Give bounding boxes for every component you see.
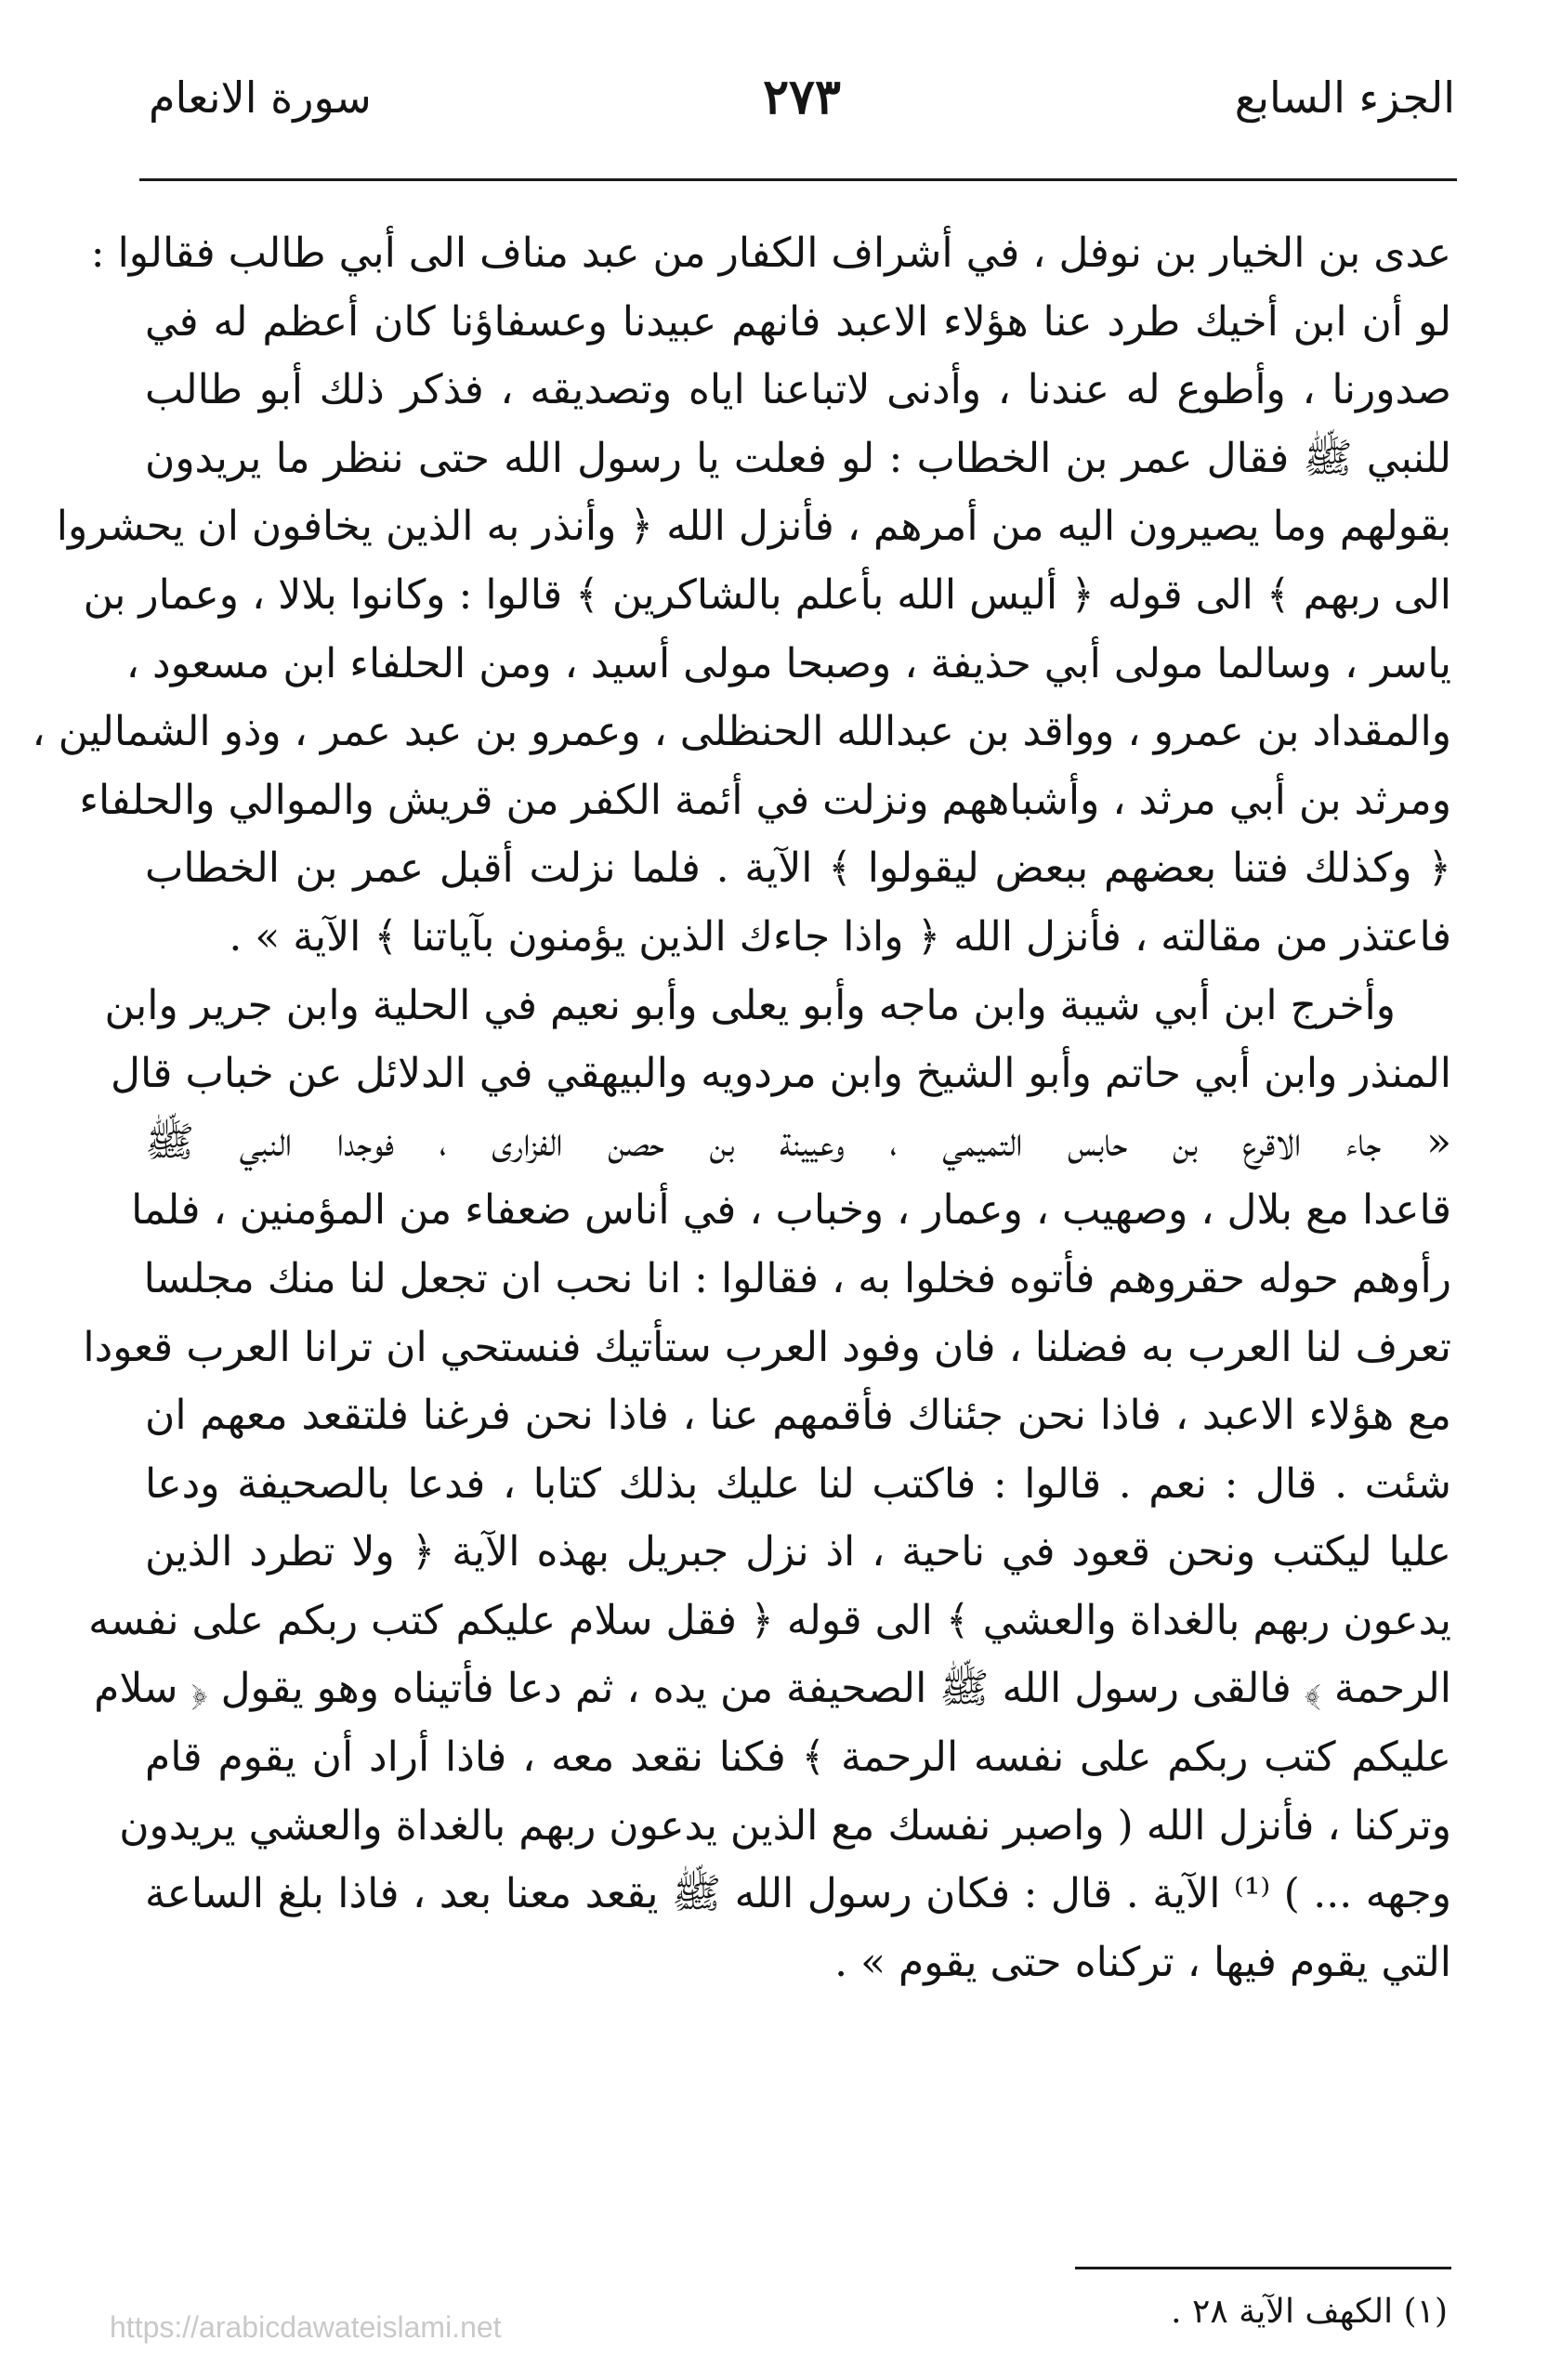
- text-line: عدى بن الخيار بن نوفل ، في أشراف الكفار من عبد مناف الى أبي طالب فقالوا :: [90, 229, 1451, 277]
- paragraph-1: [32, 219, 1451, 972]
- text-line: فاعتذر من مقالته ، فأنزل الله ﴿ واذا جاءك الذين يؤمنون بآياتنا ﴾ الآية » .: [229, 912, 1451, 961]
- text-line: « جاء الاقرع بن حابس التميمي ، وعيينة بن حصن الفزارى ، فوجدا النبي ﷺ: [145, 1118, 1451, 1166]
- text-line: وتركنا ، فأنزل الله ( واصبر نفسك مع الذين يدعون ربهم بالغداة والعشي يريدون: [119, 1801, 1451, 1850]
- text-line: ومرثد بن أبي مرثد ، وأشباههم ونزلت في أئمة الكفر من قريش والموالي والحلفاء: [79, 776, 1451, 824]
- text-line: وأخرج ابن أبي شيبة وابن ماجه وأبو يعلى وأبو نعيم في الحلية وابن جرير وابن: [104, 981, 1396, 1029]
- text-line: لو أن ابن أخيك طرد عنا هؤلاء الاعبد فانهم عبيدنا وعسفاؤنا كان أعظم له في: [145, 297, 1451, 346]
- watermark-link[interactable]: https://arabicdawateislami.net: [110, 2310, 502, 2344]
- text-line: التي يقوم فيها ، تركناه حتى يقوم » .: [834, 1938, 1451, 1986]
- text-line: شئت . قال : نعم . قالوا : فاكتب لنا عليك بذلك كتابا ، فدعا بالصحيفة ودعا: [145, 1459, 1451, 1508]
- footnote-rule: [1075, 2267, 1451, 2269]
- text-line: صدورنا ، وأطوع له عندنا ، وأدنى لاتباعنا اياه وتصديقه ، فذكر ذلك أبو طالب: [145, 366, 1451, 414]
- text-line: قاعدا مع بلال ، وصهيب ، وعمار ، وخباب ، في أناس ضعفاء من المؤمنين ، فلما: [131, 1186, 1451, 1235]
- page-header: [149, 69, 1455, 156]
- main-text: [32, 219, 1451, 1996]
- text-line: المنذر وابن أبي حاتم وأبو الشيخ وابن مردويه والبيهقي في الدلائل عن خباب قال: [111, 1050, 1451, 1098]
- text-line: وجهه ... ) ⁽¹⁾ الآية . قال : فكان رسول الله ﷺ يقعد معنا بعد ، فاذا بلغ الساعة: [145, 1870, 1451, 1918]
- text-line: عليكم كتب ربكم على نفسه الرحمة ﴾ فكنا نقعد معه ، فاذا أراد أن يقوم قام: [145, 1733, 1451, 1782]
- text-line: والمقداد بن عمرو ، وواقد بن عبدالله الحنظلى ، وعمرو بن عبد عمر ، وذو الشمالين ،: [32, 708, 1451, 756]
- text-line: عليا ليكتب ونحن قعود في ناحية ، اذ نزل جبريل بهذه الآية ﴿ ولا تطرد الذين: [145, 1528, 1451, 1576]
- header-rule: [139, 178, 1457, 181]
- surah-title: سورة الانعام: [149, 72, 372, 123]
- footnote: (١) الكهف الآية ٢٨ .: [1171, 2293, 1448, 2331]
- text-line: تعرف لنا العرب به فضلنا ، فان وفود العرب ستأتيك فنستحي ان ترانا العرب قعودا: [83, 1323, 1451, 1371]
- text-line: الرحمة ﴾ فالقى رسول الله ﷺ الصحيفة من يده ، ثم دعا فأتيناه وهو يقول ﴿ سلام: [94, 1665, 1451, 1713]
- text-line: بقولهم وما يصيرون اليه من أمرهم ، فأنزل الله ﴿ وأنذر به الذين يخافون ان يحشروا: [56, 503, 1451, 551]
- text-line: رأوهم حوله حقروهم فأتوه فخلوا به ، فقالوا : انا نحب ان تجعل لنا منك مجلسا: [143, 1254, 1451, 1302]
- text-line: يدعون ربهم بالغداة والعشي ﴾ الى قوله ﴿ فقل سلام عليكم كتب ربكم على نفسه: [88, 1596, 1451, 1644]
- text-line: مع هؤلاء الاعبد ، فاذا نحن جئناك فأقمهم عنا ، فاذا نحن فرغنا فلتقعد معهم ان: [145, 1392, 1451, 1440]
- text-line: ﴿ وكذلك فتنا بعضهم ببعض ليقولوا ﴾ الآية . فلما نزلت أقبل عمر بن الخطاب: [145, 844, 1451, 893]
- text-line: ياسر ، وسالما مولى أبي حذيفة ، وصبحا مولى أسيد ، ومن الحلفاء ابن مسعود ،: [125, 639, 1451, 687]
- page-number: ٢٧٣: [763, 69, 841, 125]
- text-line: الى ربهم ﴾ الى قوله ﴿ أليس الله بأعلم بالشاكرين ﴾ قالوا : وكانوا بلالا ، وعمار بن: [83, 570, 1451, 619]
- text-line: للنبي ﷺ فقال عمر بن الخطاب : لو فعلت يا رسول الله حتى ننظر ما يريدون: [145, 434, 1451, 482]
- paragraph-2: [83, 972, 1451, 1997]
- part-title: الجزء السابع: [1234, 72, 1455, 123]
